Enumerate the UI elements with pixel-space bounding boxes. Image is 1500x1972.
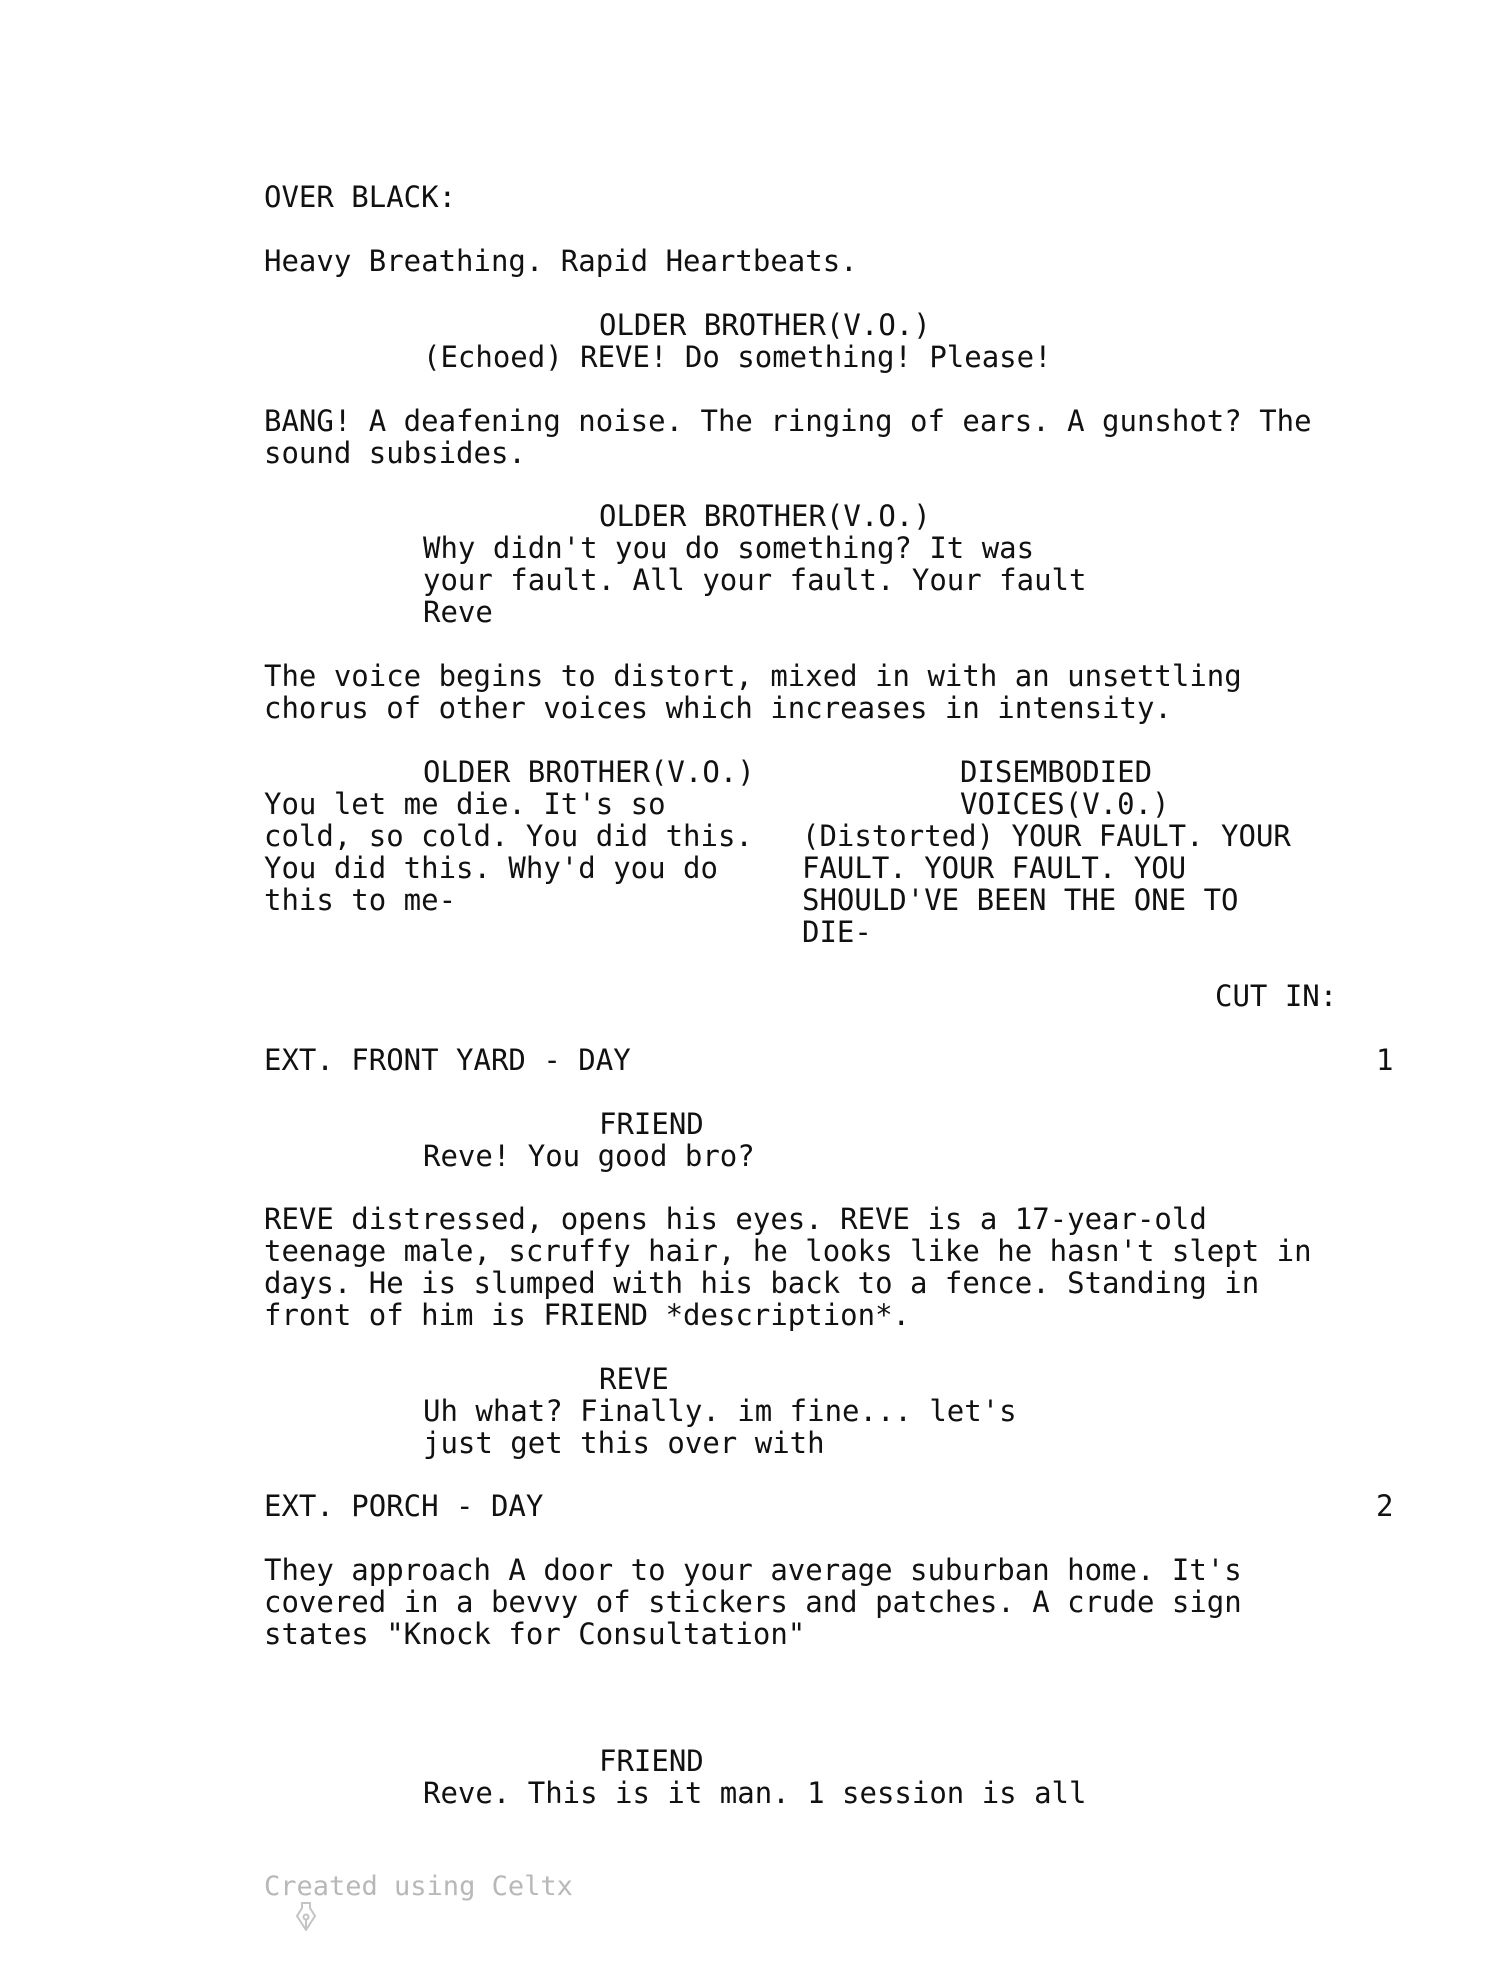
dialogue-line: Reve! You good bro? — [423, 1139, 755, 1173]
action-line: BANG! A deafening noise. The ringing of ears. A gunshot? The — [264, 404, 1312, 438]
dialogue-line: Reve. This is it man. 1 session is all — [423, 1776, 1087, 1810]
action-line: Heavy Breathing. Rapid Heartbeats. — [264, 244, 858, 278]
character-cue: OLDER BROTHER(V.O.) — [599, 308, 931, 342]
pen-nib-icon — [228, 1869, 254, 1903]
character-cue: OLDER BROTHER(V.O.) — [599, 499, 931, 533]
dialogue-line: just get this over with — [423, 1426, 825, 1460]
scene-heading: EXT. FRONT YARD - DAY — [264, 1043, 631, 1077]
dual-left-dialogue-line: You did this. Why'd you do — [264, 851, 718, 885]
dual-right-dialogue-line: (Distorted) YOUR FAULT. YOUR — [802, 819, 1291, 853]
action-line: front of him is FRIEND *description*. — [264, 1298, 911, 1332]
action-line: chorus of other voices which increases in intensity. — [264, 691, 1172, 725]
scene-heading: EXT. PORCH - DAY — [264, 1489, 544, 1523]
dual-left-dialogue-line: cold, so cold. You did this. — [264, 819, 753, 853]
dual-left-dialogue-line: You let me die. It's so — [264, 787, 666, 821]
transition-over-black: OVER BLACK: — [264, 180, 457, 214]
dialogue-line: Uh what? Finally. im fine... let's — [423, 1394, 1017, 1428]
dual-left-character-cue: OLDER BROTHER(V.O.) — [423, 755, 755, 789]
action-line: They approach A door to your average suburban home. It's — [264, 1553, 1242, 1587]
dual-right-dialogue-line: SHOULD'VE BEEN THE ONE TO — [802, 883, 1239, 917]
dual-right-dialogue-line: FAULT. YOUR FAULT. YOU — [802, 851, 1187, 885]
dual-right-character-cue: DISEMBODIED — [960, 755, 1153, 789]
action-line: covered in a bevvy of stickers and patches. A crude sign — [264, 1585, 1242, 1619]
character-cue: FRIEND — [599, 1107, 704, 1141]
dialogue-line: your fault. All your fault. Your fault — [423, 563, 1087, 597]
action-line: REVE distressed, opens his eyes. REVE is a 17-year-old — [264, 1202, 1207, 1236]
action-line: sound subsides. — [264, 436, 526, 470]
dialogue-line: Reve — [423, 595, 493, 629]
action-line: states "Knock for Consultation" — [264, 1617, 806, 1651]
action-line: teenage male, scruffy hair, he looks like he hasn't slept in — [264, 1234, 1312, 1268]
scene-number: 2 — [1376, 1489, 1394, 1523]
dual-left-dialogue-line: this to me- — [264, 883, 457, 917]
dual-right-dialogue-line: DIE- — [802, 915, 872, 949]
action-line: The voice begins to distort, mixed in with an unsettling — [264, 659, 1242, 693]
dialogue-line: (Echoed) REVE! Do something! Please! — [423, 340, 1052, 374]
scene-number: 1 — [1376, 1043, 1394, 1077]
dialogue-line: Why didn't you do something? It was — [423, 531, 1035, 565]
transition-cut-in: CUT IN: — [1215, 979, 1338, 1013]
footer-watermark — [228, 1869, 573, 1903]
character-cue: FRIEND — [599, 1744, 704, 1778]
dual-right-character-cue: VOICES(V.0.) — [960, 787, 1170, 821]
action-line: days. He is slumped with his back to a fence. Standing in — [264, 1266, 1260, 1300]
footer-text: Created using Celtx — [264, 1870, 573, 1902]
character-cue: REVE — [599, 1362, 669, 1396]
